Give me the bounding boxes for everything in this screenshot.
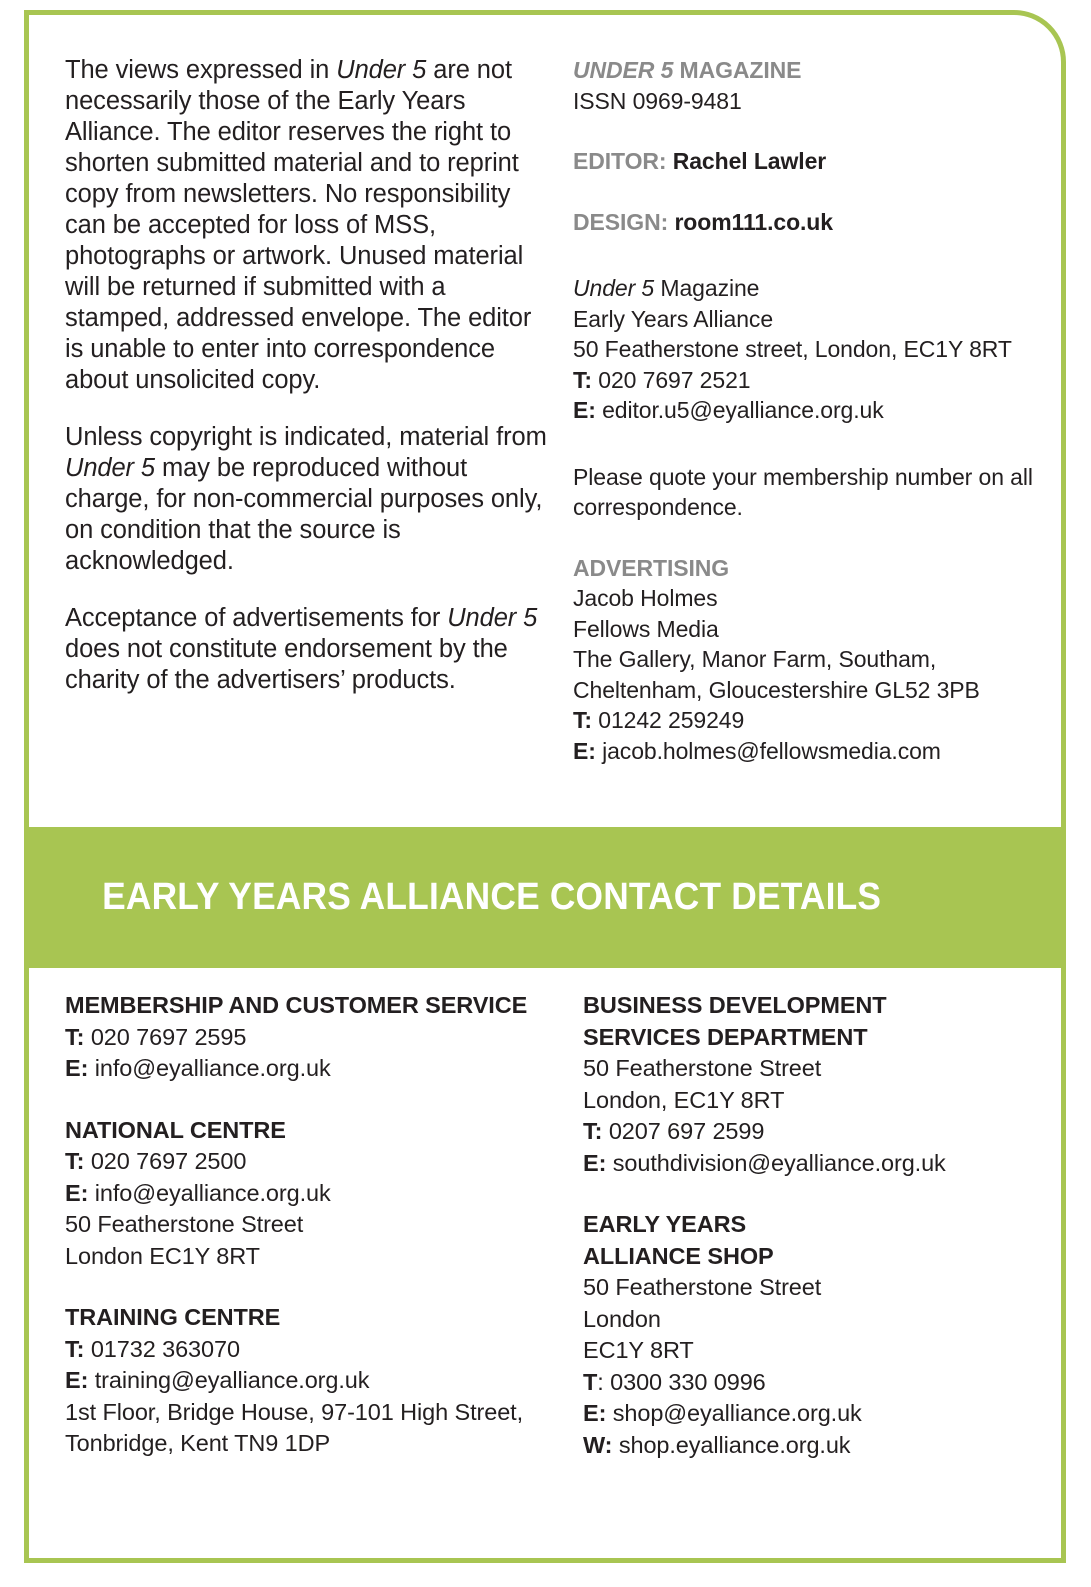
issn-line: ISSN 0969-9481 (573, 87, 742, 114)
contact-line-value: 50 Featherstone Street (583, 1055, 822, 1081)
contact-block-heading: NATIONAL CENTRE (65, 1116, 286, 1143)
address-line: Early Years Alliance (573, 305, 774, 332)
advertising-phone-line (573, 705, 1049, 736)
contact-email-line[interactable] (583, 1398, 1049, 1430)
contact-phone-line (583, 1367, 1049, 1399)
contact-line-value: info@eyalliance.org.uk (88, 1055, 331, 1081)
contact-address-line (65, 1209, 559, 1241)
contact-line-value: London EC1Y 8RT (65, 1242, 260, 1269)
contact-line-value: EC1Y 8RT (583, 1337, 694, 1363)
contact-address-line (65, 1397, 559, 1429)
spacer-after-editor (573, 177, 1049, 207)
masthead-title-italic: UNDER 5 (573, 57, 674, 83)
contact-block (583, 990, 1049, 1179)
advertising-heading: ADVERTISING (573, 554, 730, 581)
phone-value: 020 7697 2521 (591, 366, 751, 393)
advertising-line: Jacob Holmes (573, 585, 718, 611)
contact-line-label: T: (65, 1148, 85, 1174)
contact-line-label: T: (583, 1118, 603, 1144)
spacer-after-address (573, 426, 1049, 462)
contact-line-value: 50 Featherstone Street (65, 1211, 304, 1237)
contact-phone-line (65, 1334, 559, 1366)
design-label: DESIGN: (573, 208, 669, 235)
address-title-rest: Magazine (654, 275, 760, 301)
email-value: editor.u5@eyalliance.org.uk (595, 397, 884, 423)
contact-line-value: info@eyalliance.org.uk (88, 1179, 331, 1206)
contact-line-label: E: (583, 1149, 607, 1176)
contact-block-heading: BUSINESS DEVELOPMENT (583, 992, 887, 1018)
contact-line-label: E: (65, 1367, 89, 1393)
contact-email-line[interactable] (65, 1365, 559, 1397)
design-line (573, 207, 1049, 238)
spacer-after-note (573, 523, 1049, 553)
contact-line-value: Tonbridge, Kent TN9 1DP (65, 1430, 331, 1456)
contact-line-value: training@eyalliance.org.uk (88, 1367, 370, 1393)
contact-block-heading-line2: SERVICES DEPARTMENT (583, 1023, 868, 1050)
contact-email-line[interactable] (583, 1148, 1049, 1180)
advertising-phone-label: T: (573, 707, 592, 733)
contact-line-value: 0207 697 2599 (602, 1118, 765, 1144)
contact-block (65, 990, 559, 1085)
contact-phone-line (65, 1146, 559, 1178)
magazine-name-italic: Under 5 (336, 56, 427, 84)
contact-line-value: 020 7697 2595 (84, 1023, 247, 1050)
advertising-line: Cheltenham, Gloucestershire GL52 3PB (573, 676, 980, 703)
contact-email-line[interactable] (65, 1178, 559, 1210)
spacer-after-design (573, 237, 1049, 273)
contact-line-value: shop.eyalliance.org.uk (612, 1431, 851, 1458)
magazine-name-italic: Under 5 (447, 604, 538, 632)
disclaimer-paragraph-3 (65, 603, 549, 696)
advertising-line: Fellows Media (573, 615, 719, 642)
contact-line-label: T: (65, 1335, 85, 1362)
disclaimer-paragraph-1 (65, 55, 549, 396)
disclaimer-text-run: may be reproduced without charge, for non-commercial purposes only, on condition that the source is acknowledged. (65, 454, 543, 575)
contact-block (583, 1209, 1049, 1461)
spacer-after-issn (573, 116, 1049, 146)
contact-address-line (583, 1335, 1049, 1367)
disclaimer-paragraph-2 (65, 422, 549, 577)
contact-line-label: E: (583, 1400, 607, 1426)
contact-line-label: W: (583, 1431, 613, 1458)
contact-line-value: shop@eyalliance.org.uk (606, 1400, 862, 1426)
contact-phone-line (583, 1116, 1049, 1148)
email-label: E: (573, 397, 596, 423)
advertising-email-label: E: (573, 737, 596, 764)
contact-line-value: 01732 363070 (84, 1335, 240, 1362)
banner-title: EARLY YEARS ALLIANCE CONTACT DETAILS (102, 876, 882, 918)
publication-details-column (549, 55, 1049, 766)
contact-address-line (65, 1241, 559, 1273)
contact-email-line[interactable] (65, 1053, 559, 1085)
contact-block-heading: MEMBERSHIP AND CUSTOMER SERVICE (65, 992, 528, 1018)
contact-line-label: E: (65, 1179, 89, 1206)
contact-line-value: 020 7697 2500 (84, 1148, 247, 1174)
contact-details-banner (24, 827, 1066, 968)
disclaimer-column (29, 55, 549, 766)
imprint-section (29, 15, 1061, 766)
contact-address-line (583, 1272, 1049, 1304)
advertising-email-line[interactable] (573, 736, 1049, 767)
editorial-phone-line (573, 365, 1049, 396)
contact-address-line (65, 1428, 559, 1460)
contact-line-value: 1st Floor, Bridge House, 97-101 High Street, (65, 1398, 524, 1425)
contact-line-value: 50 Featherstone Street (583, 1274, 822, 1300)
editor-line (573, 146, 1049, 177)
contact-line-label: T (583, 1368, 598, 1395)
membership-note: Please quote your membership number on all correspondence. (573, 463, 1033, 520)
contact-block-heading: EARLY YEARS (583, 1211, 747, 1237)
advertising-email-value: jacob.holmes@fellowsmedia.com (595, 737, 941, 764)
contact-block (65, 1115, 559, 1273)
editor-value: Rachel Lawler (672, 148, 827, 174)
advertising-phone-value: 01242 259249 (591, 707, 745, 733)
masthead-title-rest: MAGAZINE (673, 57, 802, 83)
address-title-italic: Under 5 (573, 275, 655, 301)
contact-phone-line (65, 1022, 559, 1054)
disclaimer-text-run: are not necessarily those of the Early Years Alliance. The editor reserves the right to shorten submitted material and to reprint copy from newsletters. No responsibility can be accepted for loss of MSS, photographs or artwork. Unused material will be returned if submitted with a stamped, addressed envelope. The editor is unable to enter into correspondence about unsolicited copy. (65, 56, 532, 394)
contact-line-value: southdivision@eyalliance.org.uk (606, 1149, 946, 1176)
contact-line-label: E: (65, 1055, 89, 1081)
contact-line-value: : 0300 330 0996 (597, 1368, 766, 1395)
disclaimer-text-run: The views expressed in (65, 56, 337, 84)
magazine-name-italic: Under 5 (65, 454, 156, 482)
editor-label: EDITOR: (573, 148, 667, 174)
contact-block-heading: TRAINING CENTRE (65, 1304, 281, 1330)
disclaimer-text-run: does not constitute endorsement by the charity of the advertisers’ products. (65, 635, 508, 694)
address-title (573, 273, 1049, 304)
disclaimer-text-run: Acceptance of advertisements for (65, 604, 448, 632)
contacts-left-column (29, 990, 559, 1461)
contact-line-value: London (583, 1305, 661, 1332)
contact-address-line (583, 1053, 1049, 1085)
address-line: 50 Featherstone street, London, EC1Y 8RT (573, 336, 1012, 362)
contact-website-line[interactable] (583, 1430, 1049, 1462)
contact-line-label: T: (65, 1023, 85, 1050)
contact-block (65, 1302, 559, 1460)
contact-line-value: London, EC1Y 8RT (583, 1086, 785, 1113)
contact-address-line (583, 1085, 1049, 1117)
contacts-section (29, 990, 1061, 1461)
contact-block-heading-line2: ALLIANCE SHOP (583, 1242, 774, 1269)
editorial-email-line[interactable] (573, 395, 1049, 426)
disclaimer-text-run: Unless copyright is indicated, material from (65, 423, 547, 451)
masthead-title (573, 55, 1049, 86)
contact-address-line (583, 1304, 1049, 1336)
phone-label: T: (573, 366, 592, 393)
advertising-line: The Gallery, Manor Farm, Southam, (573, 646, 937, 672)
design-value: room111.co.uk (674, 208, 833, 235)
contacts-right-column (559, 990, 1049, 1461)
